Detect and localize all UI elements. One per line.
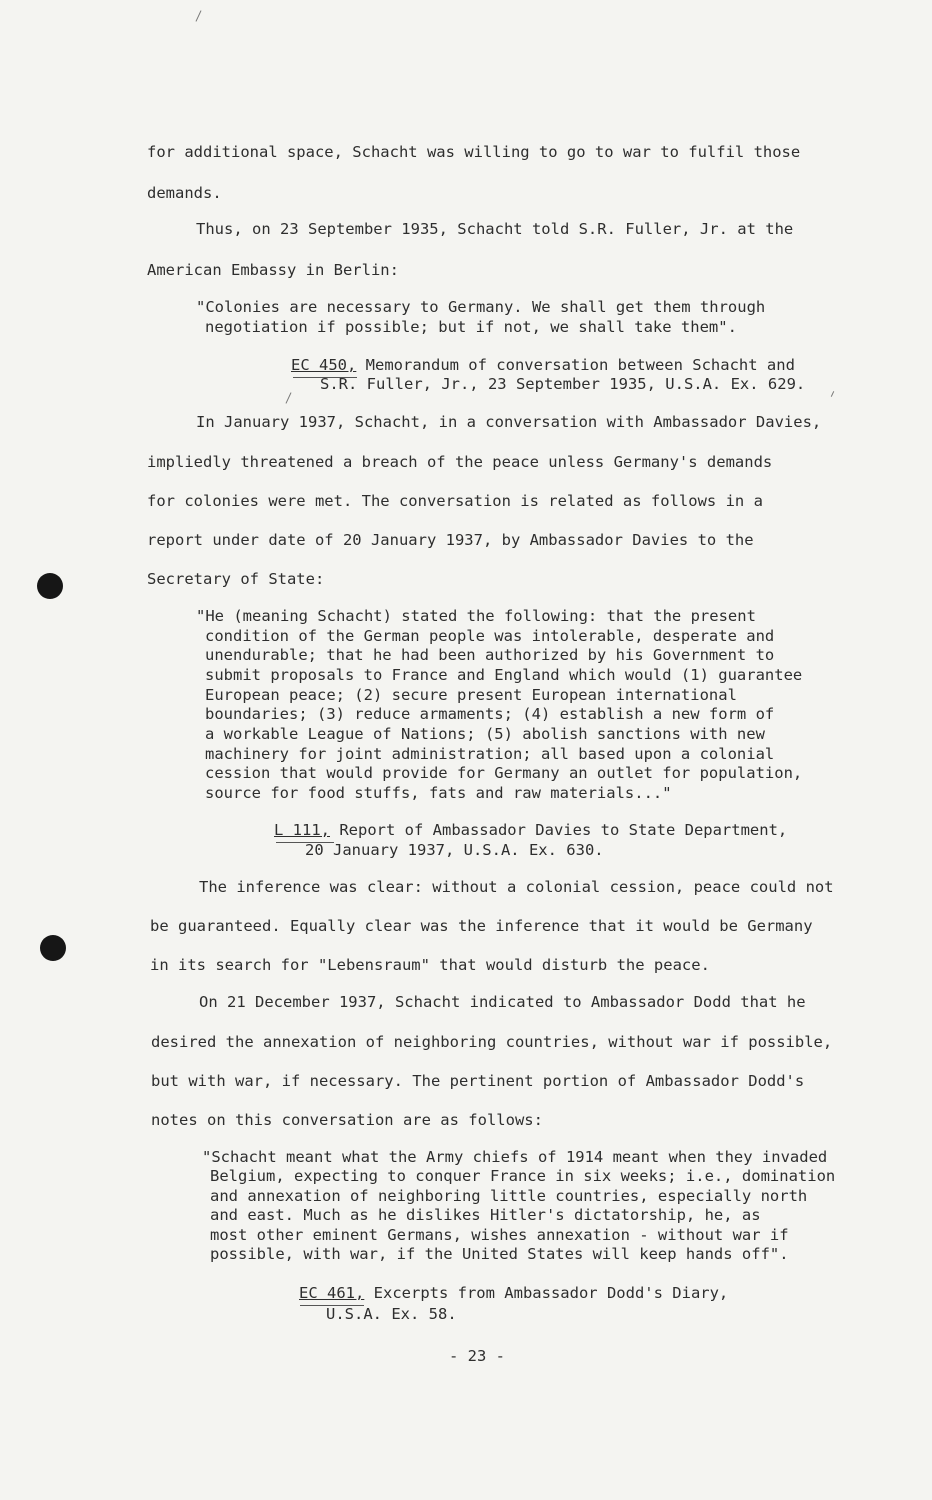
paragraph-line: report under date of 20 January 1937, by Ambassador Davies to the	[147, 531, 754, 549]
quote-line: negotiation if possible; but if not, we shall take them".	[205, 318, 737, 336]
paragraph-line: notes on this conversation are as follows:	[151, 1111, 543, 1129]
paragraph-line: but with war, if necessary. The pertinent portion of Ambassador Dodd's	[151, 1072, 805, 1090]
quote-line: condition of the German people was intolerable, desperate and	[205, 627, 775, 645]
quote-line: and annexation of neighboring little countries, especially north	[210, 1187, 808, 1205]
paragraph-line: In January 1937, Schacht, in a conversation with Ambassador Davies,	[196, 413, 822, 431]
quote-line: most other eminent Germans, wishes annexation - without war if	[210, 1226, 789, 1244]
quote-line: possible, with war, if the United States will keep hands off".	[210, 1245, 789, 1263]
stray-pencil-mark	[196, 10, 202, 21]
stray-pencil-mark	[286, 392, 292, 403]
punch-hole	[37, 573, 63, 599]
quote-line: European peace; (2) secure present European international	[205, 686, 737, 704]
paragraph-line: On 21 December 1937, Schacht indicated to Ambassador Dodd that he	[199, 993, 806, 1011]
paragraph-line: in its search for "Lebensraum" that would disturb the peace.	[150, 956, 710, 974]
quote-line: "Schacht meant what the Army chiefs of 1914 meant when they invaded	[202, 1148, 828, 1166]
paragraph-line: demands.	[147, 184, 222, 202]
paragraph-line: American Embassy in Berlin:	[147, 261, 399, 279]
paragraph-line: Secretary of State:	[147, 570, 325, 588]
stray-pencil-mark	[831, 391, 834, 397]
citation-line: S.R. Fuller, Jr., 23 September 1935, U.S.A. Ex. 629.	[320, 375, 806, 393]
quote-line: submit proposals to France and England which would (1) guarantee	[205, 666, 803, 684]
citation-line	[299, 1284, 728, 1302]
paragraph-line: desired the annexation of neighboring countries, without war if possible,	[151, 1033, 833, 1051]
quote-line: Belgium, expecting to conquer France in six weeks; i.e., domination	[210, 1167, 836, 1185]
paragraph-line: impliedly threatened a breach of the peace unless Germany's demands	[147, 453, 773, 471]
citation-line	[274, 821, 787, 839]
citation-text: Excerpts from Ambassador Dodd's Diary,	[364, 1284, 729, 1302]
paragraph-line: be guaranteed. Equally clear was the inference that it would be Germany	[150, 917, 813, 935]
quote-line: "He (meaning Schacht) stated the following: that the present	[196, 607, 756, 625]
citation-text: Memorandum of conversation between Schacht and	[356, 356, 795, 374]
quote-line: unendurable; that he had been authorized by his Government to	[205, 646, 775, 664]
document-reference: EC 450,	[291, 356, 357, 374]
quote-line: boundaries; (3) reduce armaments; (4) establish a new form of	[205, 705, 775, 723]
paragraph-line: The inference was clear: without a colonial cession, peace could not	[199, 878, 834, 896]
quote-line: "Colonies are necessary to Germany. We shall get them through	[196, 298, 766, 316]
quote-line: cession that would provide for Germany an outlet for population,	[205, 764, 803, 782]
quote-line: a workable League of Nations; (5) abolish sanctions with new	[205, 725, 765, 743]
punch-hole	[40, 935, 66, 961]
document-reference: EC 461,	[299, 1284, 365, 1302]
citation-line	[291, 356, 795, 374]
citation-line: U.S.A. Ex. 58.	[326, 1305, 457, 1323]
quote-line: source for food stuffs, fats and raw materials..."	[205, 784, 672, 802]
paragraph-line: for colonies were met. The conversation is related as follows in a	[147, 492, 763, 510]
citation-text: Report of Ambassador Davies to State Department,	[330, 821, 788, 839]
paragraph-line: Thus, on 23 September 1935, Schacht told S.R. Fuller, Jr. at the	[196, 220, 794, 238]
citation-line: 20 January 1937, U.S.A. Ex. 630.	[305, 841, 604, 859]
page-number: - 23 -	[449, 1347, 505, 1365]
quote-line: machinery for joint administration; all based upon a colonial	[205, 745, 775, 763]
paragraph-line: for additional space, Schacht was willing to go to war to fulfil those	[147, 143, 801, 161]
quote-line: and east. Much as he dislikes Hitler's dictatorship, he, as	[210, 1206, 761, 1224]
document-reference: L 111,	[274, 821, 330, 839]
